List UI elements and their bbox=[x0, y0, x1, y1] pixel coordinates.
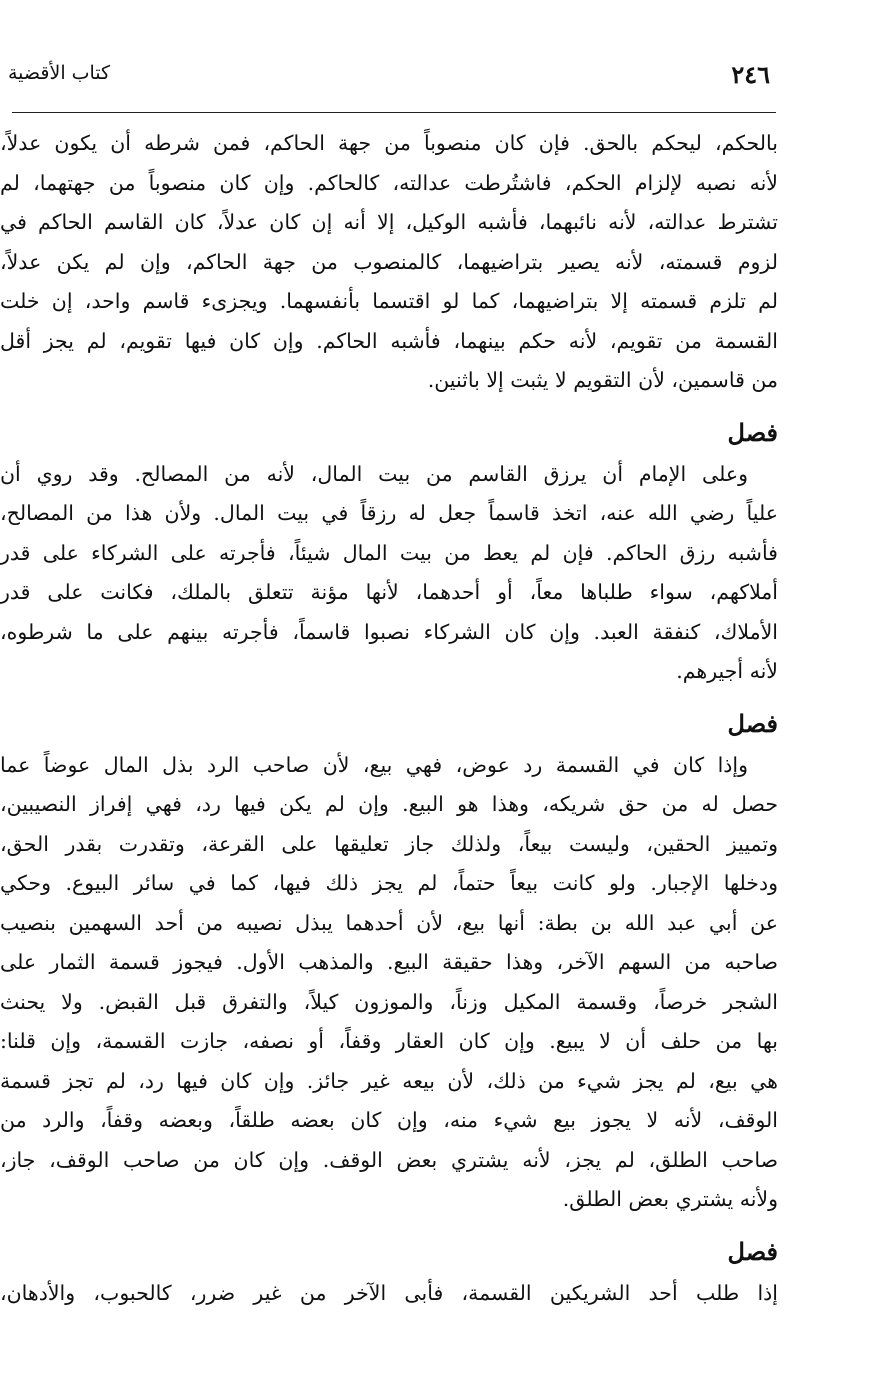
text-line: هي بيع، لم يجز شيء من ذلك، لأن بيعه غير جائز. وإن كان فيها رد، لم تجز قسمة bbox=[0, 1068, 778, 1093]
text-line: الأملاك، كنفقة العبد. وإن كان الشركاء نصبوا قاسماً، فأجرته بينهم على ما شرطوه، bbox=[0, 619, 778, 644]
text-line: علياً رضي الله عنه، اتخذ قاسماً جعل له رزقاً في بيت المال. ولأن هذا من المصالح، bbox=[0, 501, 778, 525]
page-number: ٢٤٦ bbox=[731, 60, 770, 89]
text-line: وتمييز الحقين، وليست بيعاً، ولذلك جاز تعليقها على القرعة، وتقدرت بقدر الحق، bbox=[0, 831, 778, 856]
section-heading: فصل bbox=[727, 1236, 778, 1266]
text-line: وإذا كان في القسمة رد عوض، فهي بيع، لأن صاحب الرد بذل المال عوضاً عما bbox=[0, 752, 748, 777]
text-line: الشجر خرصاً، وقسمة المكيل وزناً، والموزون كيلاً، والتفرق قبل القبض. ولا يحنث bbox=[0, 989, 778, 1014]
page-header bbox=[8, 60, 780, 94]
text-line: فأشبه رزق الحاكم. فإن لم يعط من بيت المال شيئاً، فأجرته على الشركاء على قدر bbox=[0, 540, 778, 565]
text-line: حصل له من حق شريكه، وهذا هو البيع. وإن لم يكن فيها رد، فهي إفراز النصيبين، bbox=[0, 792, 778, 816]
text-line: من قاسمين، لأن التقويم لا يثبت إلا باثنين. bbox=[427, 368, 778, 392]
text-line: عن أبي عبد الله بن بطة: أنها بيع، لأن أحدهما يبذل نصيبه من أحد السهمين بنصيب bbox=[0, 910, 778, 935]
text-line: الوقف، لأنه لا يجوز بيع شيء منه، وإن كان بعضه طلقاً، وبعضه وقفاً، والرد من bbox=[0, 1108, 778, 1132]
text-line: لم تلزم قسمته إلا بتراضيهما، كما لو اقتسما بأنفسهما. ويجزىء قاسم واحد، إن خلت bbox=[0, 289, 778, 313]
text-line: بها من حلف أن لا يبيع. وإن كان العقار وقفاً، أو نصفه، جازت القسمة، وإن قلنا: bbox=[0, 1029, 778, 1053]
text-line: صاحب الطلق، لم يجز، لأنه يشتري بعض الوقف. وإن كان من صاحب الوقف، جاز، bbox=[0, 1147, 778, 1172]
running-title: كتاب الأقضية bbox=[8, 62, 111, 84]
section-heading: فصل bbox=[727, 708, 778, 738]
text-line: أملاكهم، سواء طلباها معاً، أو أحدهما، لأنها مؤنة تتعلق بالملك، فكانت على قدر bbox=[0, 580, 778, 604]
text-line: لأنه أجيرهم. bbox=[676, 659, 778, 683]
text-line: وعلى الإمام أن يرزق القاسم من بيت المال، لأنه من المصالح. وقد روي أن bbox=[0, 461, 748, 486]
page-body bbox=[0, 118, 778, 1313]
text-line: صاحبه من السهم الآخر، وهذا حقيقة البيع. والمذهب الأول. فيجوز قسمة الثمار على bbox=[0, 950, 778, 974]
text-line: لزوم قسمته، لأنه يصير بتراضيهما، كالمنصوب من جهة الحاكم، وإن لم يكن عدلاً، bbox=[0, 249, 778, 274]
text-line: بالحكم، ليحكم بالحق. فإن كان منصوباً من جهة الحاكم، فمن شرطه أن يكون عدلاً، bbox=[0, 131, 778, 155]
text-line: ولأنه يشتري بعض الطلق. bbox=[562, 1187, 778, 1211]
header-rule bbox=[12, 112, 776, 113]
text-line: القسمة من تقويم، لأنه حكم بينهما، فأشبه الحاكم. وإن كان فيها تقويم، لم يجز أقل bbox=[0, 328, 778, 353]
text-line: لأنه نصبه لإلزام الحكم، فاشتُرطت عدالته، كالحاكم. وإن كان منصوباً من جهتهما، لم bbox=[0, 170, 778, 195]
text-line: إذا طلب أحد الشريكين القسمة، فأبى الآخر من غير ضرر، كالحبوب، والأدهان، bbox=[0, 1280, 778, 1305]
section-heading: فصل bbox=[727, 417, 778, 447]
text-line: تشترط عدالته، لأنه نائبهما، فأشبه الوكيل، إلا أنه إن كان عدلاً، كان القاسم الحاكم في bbox=[0, 210, 778, 234]
text-line: ودخلها الإجبار. ولو كانت بيعاً حتماً، لم يجز ذلك فيها، كما في سائر البيوع. وحكي bbox=[0, 871, 778, 895]
